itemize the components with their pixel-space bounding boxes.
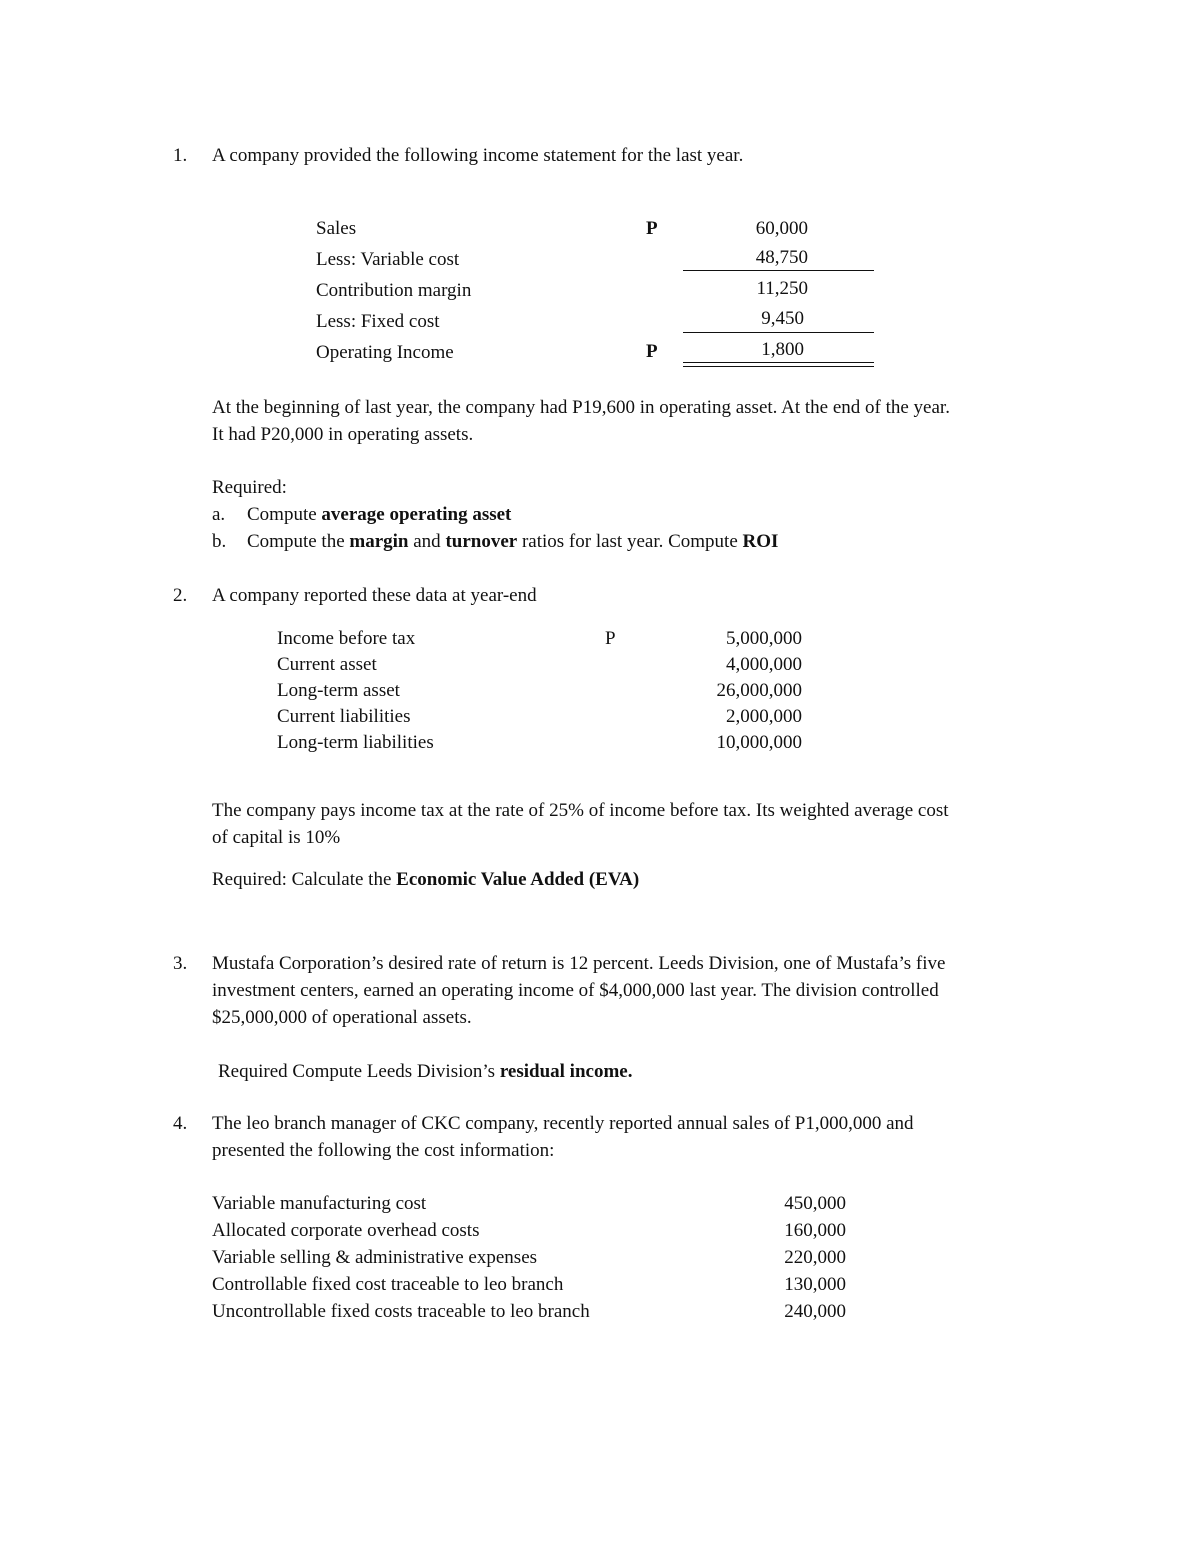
statement-currency: P [646, 341, 658, 362]
q1-item-a: Compute average operating asset [247, 504, 512, 525]
statement-amount: 60,000 [755, 218, 808, 239]
q4-number: 4. [173, 1113, 188, 1134]
statement-amount: 48,750 [755, 247, 808, 268]
q1-number: 1. [173, 145, 188, 166]
cost-row-amount: 240,000 [784, 1301, 846, 1322]
data-row-label: Long-term asset [277, 680, 400, 701]
q2-tax-line1: The company pays income tax at the rate of 25% of income before tax. Its weighted average cost [212, 800, 949, 821]
q3-line2: investment centers, earned an operating income of $4,000,000 last year. The division controlled [212, 980, 939, 1001]
q1-intro: A company provided the following income statement for the last year. [212, 145, 744, 166]
q1-assets-line1: At the beginning of last year, the company had P19,600 in operating asset. At the end of the year. [212, 397, 950, 418]
cost-row-amount: 160,000 [784, 1220, 846, 1241]
q1-assets-line2: It had P20,000 in operating assets. [212, 424, 474, 445]
q2-number: 2. [173, 585, 188, 606]
data-row-amount: 4,000,000 [726, 654, 802, 675]
statement-amount: 11,250 [756, 278, 808, 299]
q4-line2: presented the following the cost information: [212, 1140, 555, 1161]
data-row-label: Long-term liabilities [277, 732, 434, 753]
data-row-amount: 26,000,000 [716, 680, 802, 701]
cost-row-label: Variable selling & administrative expenses [212, 1247, 538, 1268]
cost-row-amount: 220,000 [784, 1247, 846, 1268]
data-row-label: Current asset [277, 654, 377, 675]
cost-row-label: Uncontrollable fixed costs traceable to leo branch [212, 1301, 590, 1322]
q4-line1: The leo branch manager of CKC company, recently reported annual sales of P1,000,000 and [212, 1113, 914, 1134]
q1-item-b-marker: b. [212, 531, 227, 552]
data-row-currency: P [605, 628, 616, 649]
statement-amount: 9,450 [761, 308, 804, 329]
q3-line3: $25,000,000 of operational assets. [212, 1007, 472, 1028]
q3-required: Required Compute Leeds Division’s residual income. [218, 1061, 633, 1082]
data-row-label: Income before tax [277, 628, 416, 649]
data-row-amount: 2,000,000 [726, 706, 802, 727]
underline-rule [683, 332, 874, 333]
statement-amount: 1,800 [761, 339, 804, 360]
statement-label: Sales [316, 218, 357, 239]
underline-rule [683, 270, 874, 271]
double-underline-rule [683, 362, 874, 367]
statement-label: Contribution margin [316, 280, 472, 301]
data-row-label: Current liabilities [277, 706, 411, 727]
statement-label: Less: Variable cost [316, 249, 460, 270]
cost-row-label: Controllable fixed cost traceable to leo branch [212, 1274, 564, 1295]
cost-row-amount: 450,000 [784, 1193, 846, 1214]
q1-item-a-marker: a. [212, 504, 226, 525]
q1-required: Required: [212, 477, 287, 498]
q3-line1: Mustafa Corporation’s desired rate of return is 12 percent. Leeds Division, one of Mustafa’s five [212, 953, 946, 974]
cost-row-label: Variable manufacturing cost [212, 1193, 427, 1214]
cost-row-amount: 130,000 [784, 1274, 846, 1295]
statement-label: Operating Income [316, 342, 454, 363]
statement-label: Less: Fixed cost [316, 311, 440, 332]
data-row-amount: 5,000,000 [726, 628, 802, 649]
statement-currency: P [646, 218, 658, 239]
data-row-amount: 10,000,000 [716, 732, 802, 753]
q3-number: 3. [173, 953, 188, 974]
cost-row-label: Allocated corporate overhead costs [212, 1220, 480, 1241]
q2-required: Required: Calculate the Economic Value Added (EVA) [212, 869, 640, 890]
q1-item-b: Compute the margin and turnover ratios for last year. Compute ROI [247, 531, 779, 552]
q2-tax-line2: of capital is 10% [212, 827, 341, 848]
q2-intro: A company reported these data at year-end [212, 585, 537, 606]
